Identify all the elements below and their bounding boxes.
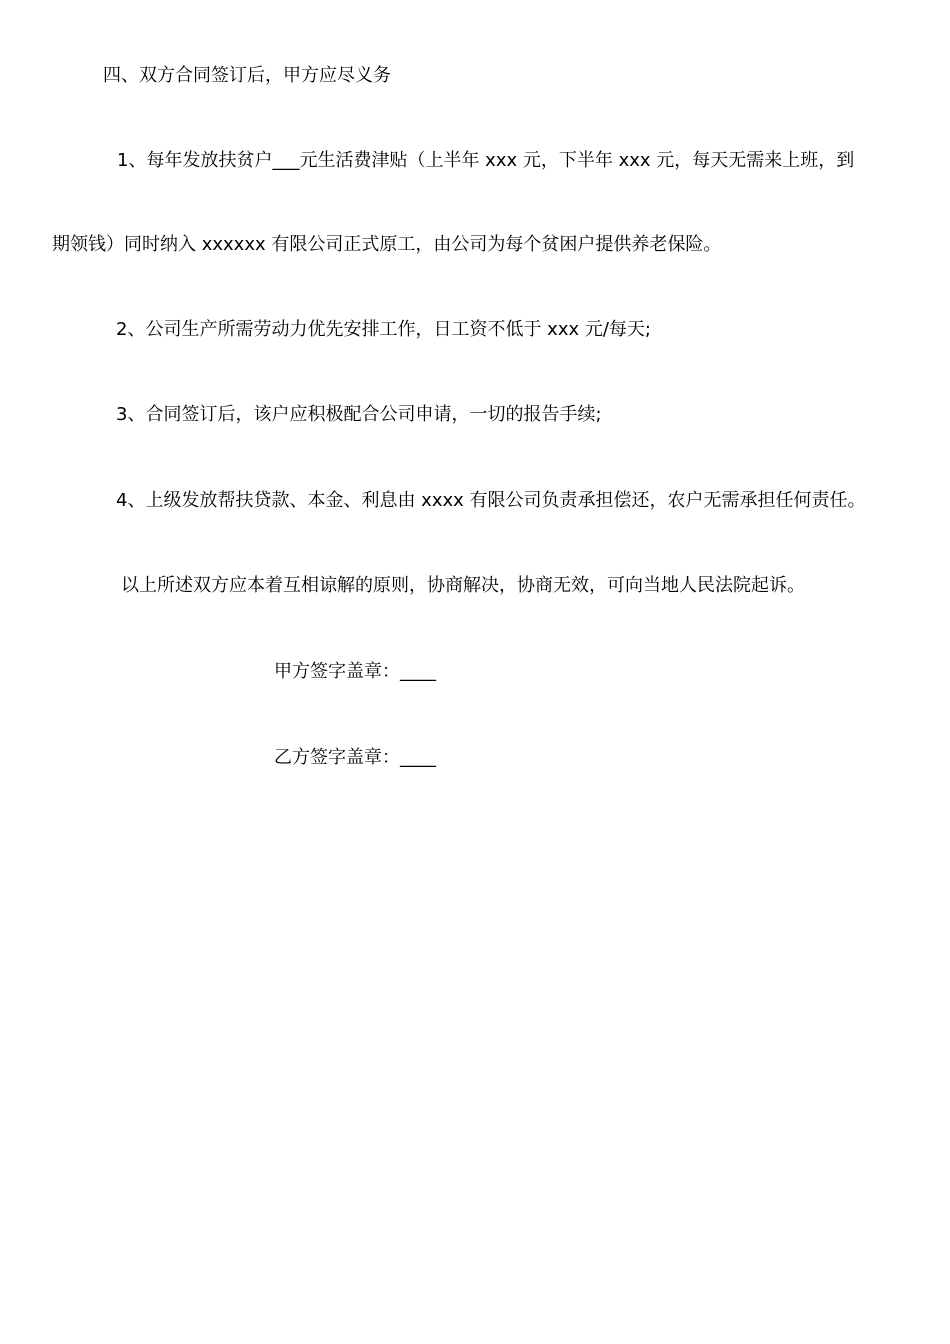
clause-4: 4、上级发放帮扶贷款、本金、利息由 xxxx 有限公司负责承担偿还，农户无需承担任何责任。: [116, 490, 866, 511]
clause-2: 2、公司生产所需劳动力优先安排工作，日工资不低于 xxx 元/每天;: [116, 319, 651, 340]
clause-1-line-1: 1、每年发放扶贫户___元生活费津贴（上半年 xxx 元，下半年 xxx 元，每天无需来上班，到: [117, 150, 855, 171]
section-heading: 四、双方合同签订后，甲方应尽义务: [103, 65, 391, 86]
closing-paragraph: 以上所述双方应本着互相谅解的原则，协商解决，协商无效，可向当地人民法院起诉。: [121, 575, 805, 596]
clause-3: 3、合同签订后，该户应积极配合公司申请，一切的报告手续;: [116, 404, 602, 425]
party-b-signature-line: 乙方签字盖章：____: [274, 747, 436, 768]
clause-1-line-2: 期领钱）同时纳入 xxxxxx 有限公司正式原工，由公司为每个贫困户提供养老保险。: [52, 234, 722, 255]
party-a-signature-line: 甲方签字盖章：____: [274, 661, 436, 682]
